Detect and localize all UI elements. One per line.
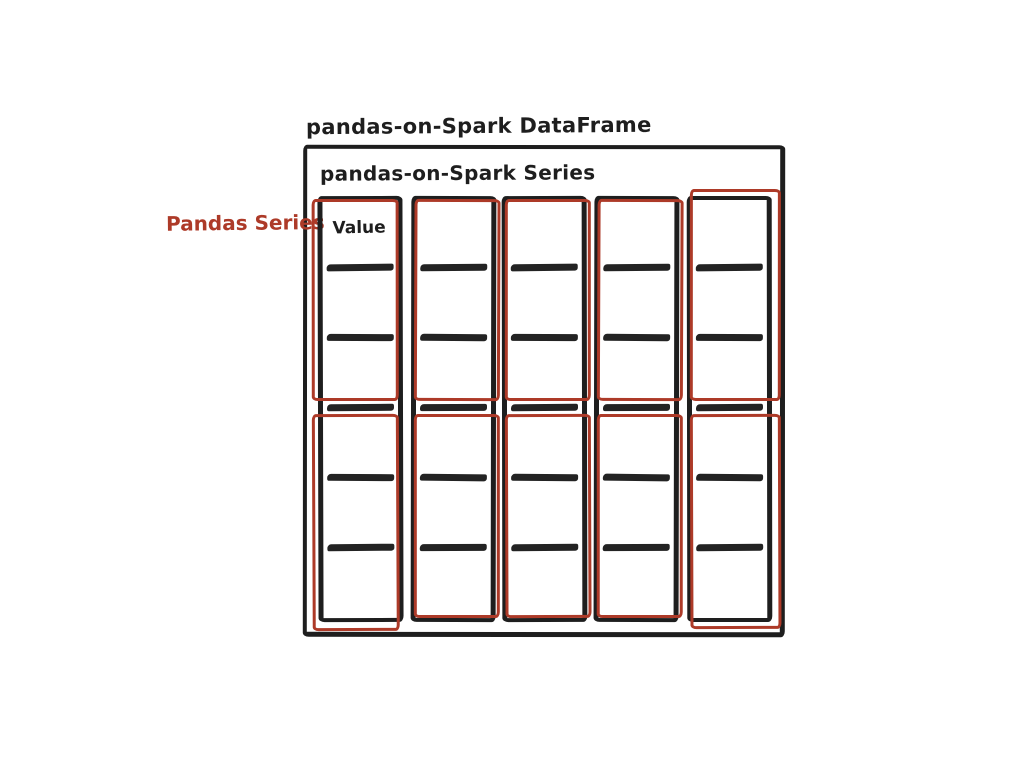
pandas-series-box-partition-2 [597,414,683,618]
spark-column-1 [317,196,403,622]
pandas-series-box-partition-1 [690,189,781,401]
pandas-series-label: Pandas Series [165,210,325,236]
pandas-on-spark-series-label: pandas-on-Spark Series [319,160,596,186]
pandas-series-box-partition-2 [414,414,500,618]
pandas-series-box-partition-1 [505,199,591,401]
pandas-series-box-partition-2 [505,414,592,618]
value-dash [696,404,763,411]
spark-column-2 [411,196,497,622]
value-dash [420,404,487,411]
dataframe-title: pandas-on-Spark DataFrame [305,112,652,140]
spark-column-5 [687,196,773,622]
value-dash [327,404,394,412]
value-dash [511,404,578,411]
pandas-series-box-partition-2 [312,414,400,631]
pandas-series-box-partition-2 [690,414,782,629]
spark-column-3 [502,196,588,622]
column-value-header: Value [332,217,386,239]
spark-column-4 [594,196,680,622]
pandas-series-box-partition-1 [597,199,684,401]
pandas-series-box-partition-1 [312,199,399,401]
pandas-series-box-partition-1 [414,199,501,401]
value-dash [603,404,670,411]
